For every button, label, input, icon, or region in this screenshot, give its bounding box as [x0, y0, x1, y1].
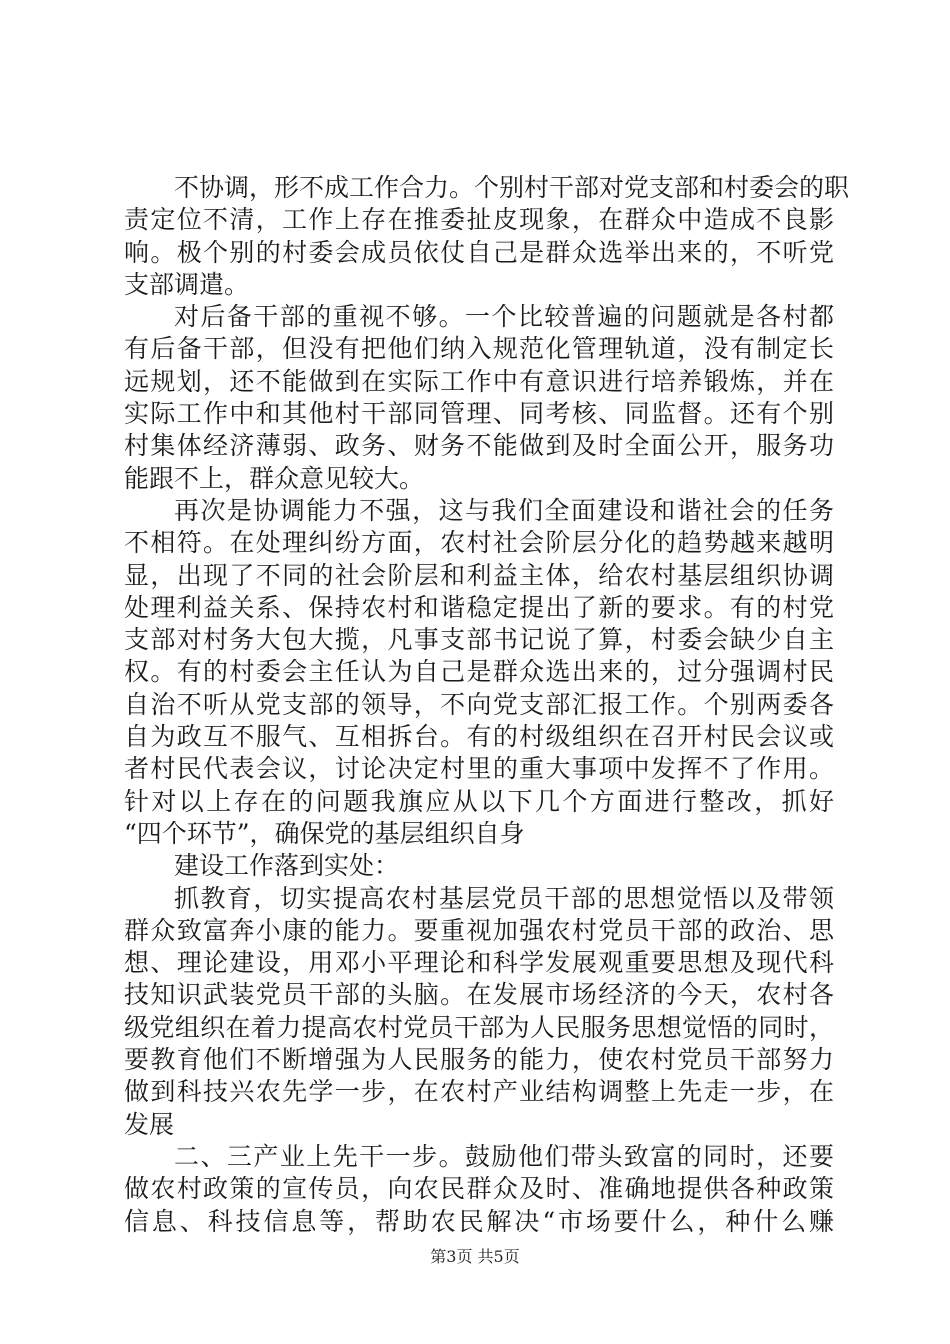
text-line: 远规划，还不能做到在实际工作中有意识进行培养锻炼，并在 [124, 366, 834, 396]
text-line: 能跟不上，群众意见较大。 [124, 463, 425, 493]
text-line: 自治不听从党支部的领导，不向党支部汇报工作。个别两委各 [124, 689, 834, 719]
text-line: 者村民代表会议，讨论决定村里的重大事项中发挥不了作用。 [124, 754, 834, 784]
text-line: 信息、科技信息等，帮助农民解决“市场要什么，种什么赚 [124, 1206, 834, 1236]
text-line: 对后备干部的重视不够。一个比较普遍的问题就是各村都 [174, 302, 834, 332]
page-footer: 第3页 共5页 [430, 1247, 520, 1266]
text-line: 做到科技兴农先学一步，在农村产业结构调整上先走一步，在 [124, 1077, 834, 1107]
text-line: 再次是协调能力不强，这与我们全面建设和谐社会的任务 [174, 495, 834, 525]
text-line: 支部调遣。 [124, 269, 250, 299]
text-line: 要教育他们不断增强为人民服务的能力，使农村党员干部努力 [124, 1045, 834, 1075]
text-line: 技知识武装党员干部的头脑。在发展市场经济的今天，农村各 [124, 980, 834, 1010]
text-line: 权。有的村委会主任认为自己是群众选出来的，过分强调村民 [124, 657, 834, 687]
text-line: 不相符。在处理纠纷方面，农村社会阶层分化的趋势越来越明 [124, 528, 834, 558]
text-line: 二、三产业上先干一步。鼓励他们带头致富的同时，还要 [174, 1141, 834, 1171]
text-line: 实际工作中和其他村干部同管理、同考核、同监督。还有个别 [124, 399, 834, 429]
text-line: 级党组织在着力提高农村党员干部为人民服务思想觉悟的同时， [124, 1012, 834, 1042]
document-body [124, 172, 850, 1238]
text-line: 有后备干部，但没有把他们纳入规范化管理轨道，没有制定长 [124, 334, 834, 364]
text-line: 抓教育，切实提高农村基层党员干部的思想觉悟以及带领 [174, 883, 834, 913]
text-line: 自为政互不服气、互相拆台。有的村级组织在召开村民会议或 [124, 722, 834, 752]
text-line: 处理利益关系、保持农村和谐稳定提出了新的要求。有的村党 [124, 592, 834, 622]
text-line: 发展 [124, 1109, 175, 1139]
text-line: 想、理论建设，用邓小平理论和科学发展观重要思想及现代科 [124, 948, 834, 978]
text-line: 针对以上存在的问题我旗应从以下几个方面进行整改，抓好 [124, 786, 834, 816]
text-line: 支部对村务大包大揽，凡事支部书记说了算，村委会缺少自主 [124, 625, 834, 655]
text-line: 责定位不清，工作上存在推委扯皮现象，在群众中造成不良影 [124, 205, 834, 235]
text-line: 响。极个别的村委会成员依仗自己是群众选举出来的，不听党 [124, 237, 834, 267]
text-line: “四个环节”，确保党的基层组织自身 [124, 818, 525, 848]
text-line: 做农村政策的宣传员，向农民群众及时、准确地提供各种政策 [124, 1174, 834, 1204]
text-line: 群众致富奔小康的能力。要重视加强农村党员干部的政治、思 [124, 915, 834, 945]
text-line: 显，出现了不同的社会阶层和利益主体，给农村基层组织协调 [124, 560, 834, 590]
text-line: 村集体经济薄弱、政务、财务不能做到及时全面公开，服务功 [124, 431, 834, 461]
text-line: 建设工作落到实处： [174, 851, 400, 881]
text-line: 不协调，形不成工作合力。个别村干部对党支部和村委会的职 [174, 173, 850, 202]
